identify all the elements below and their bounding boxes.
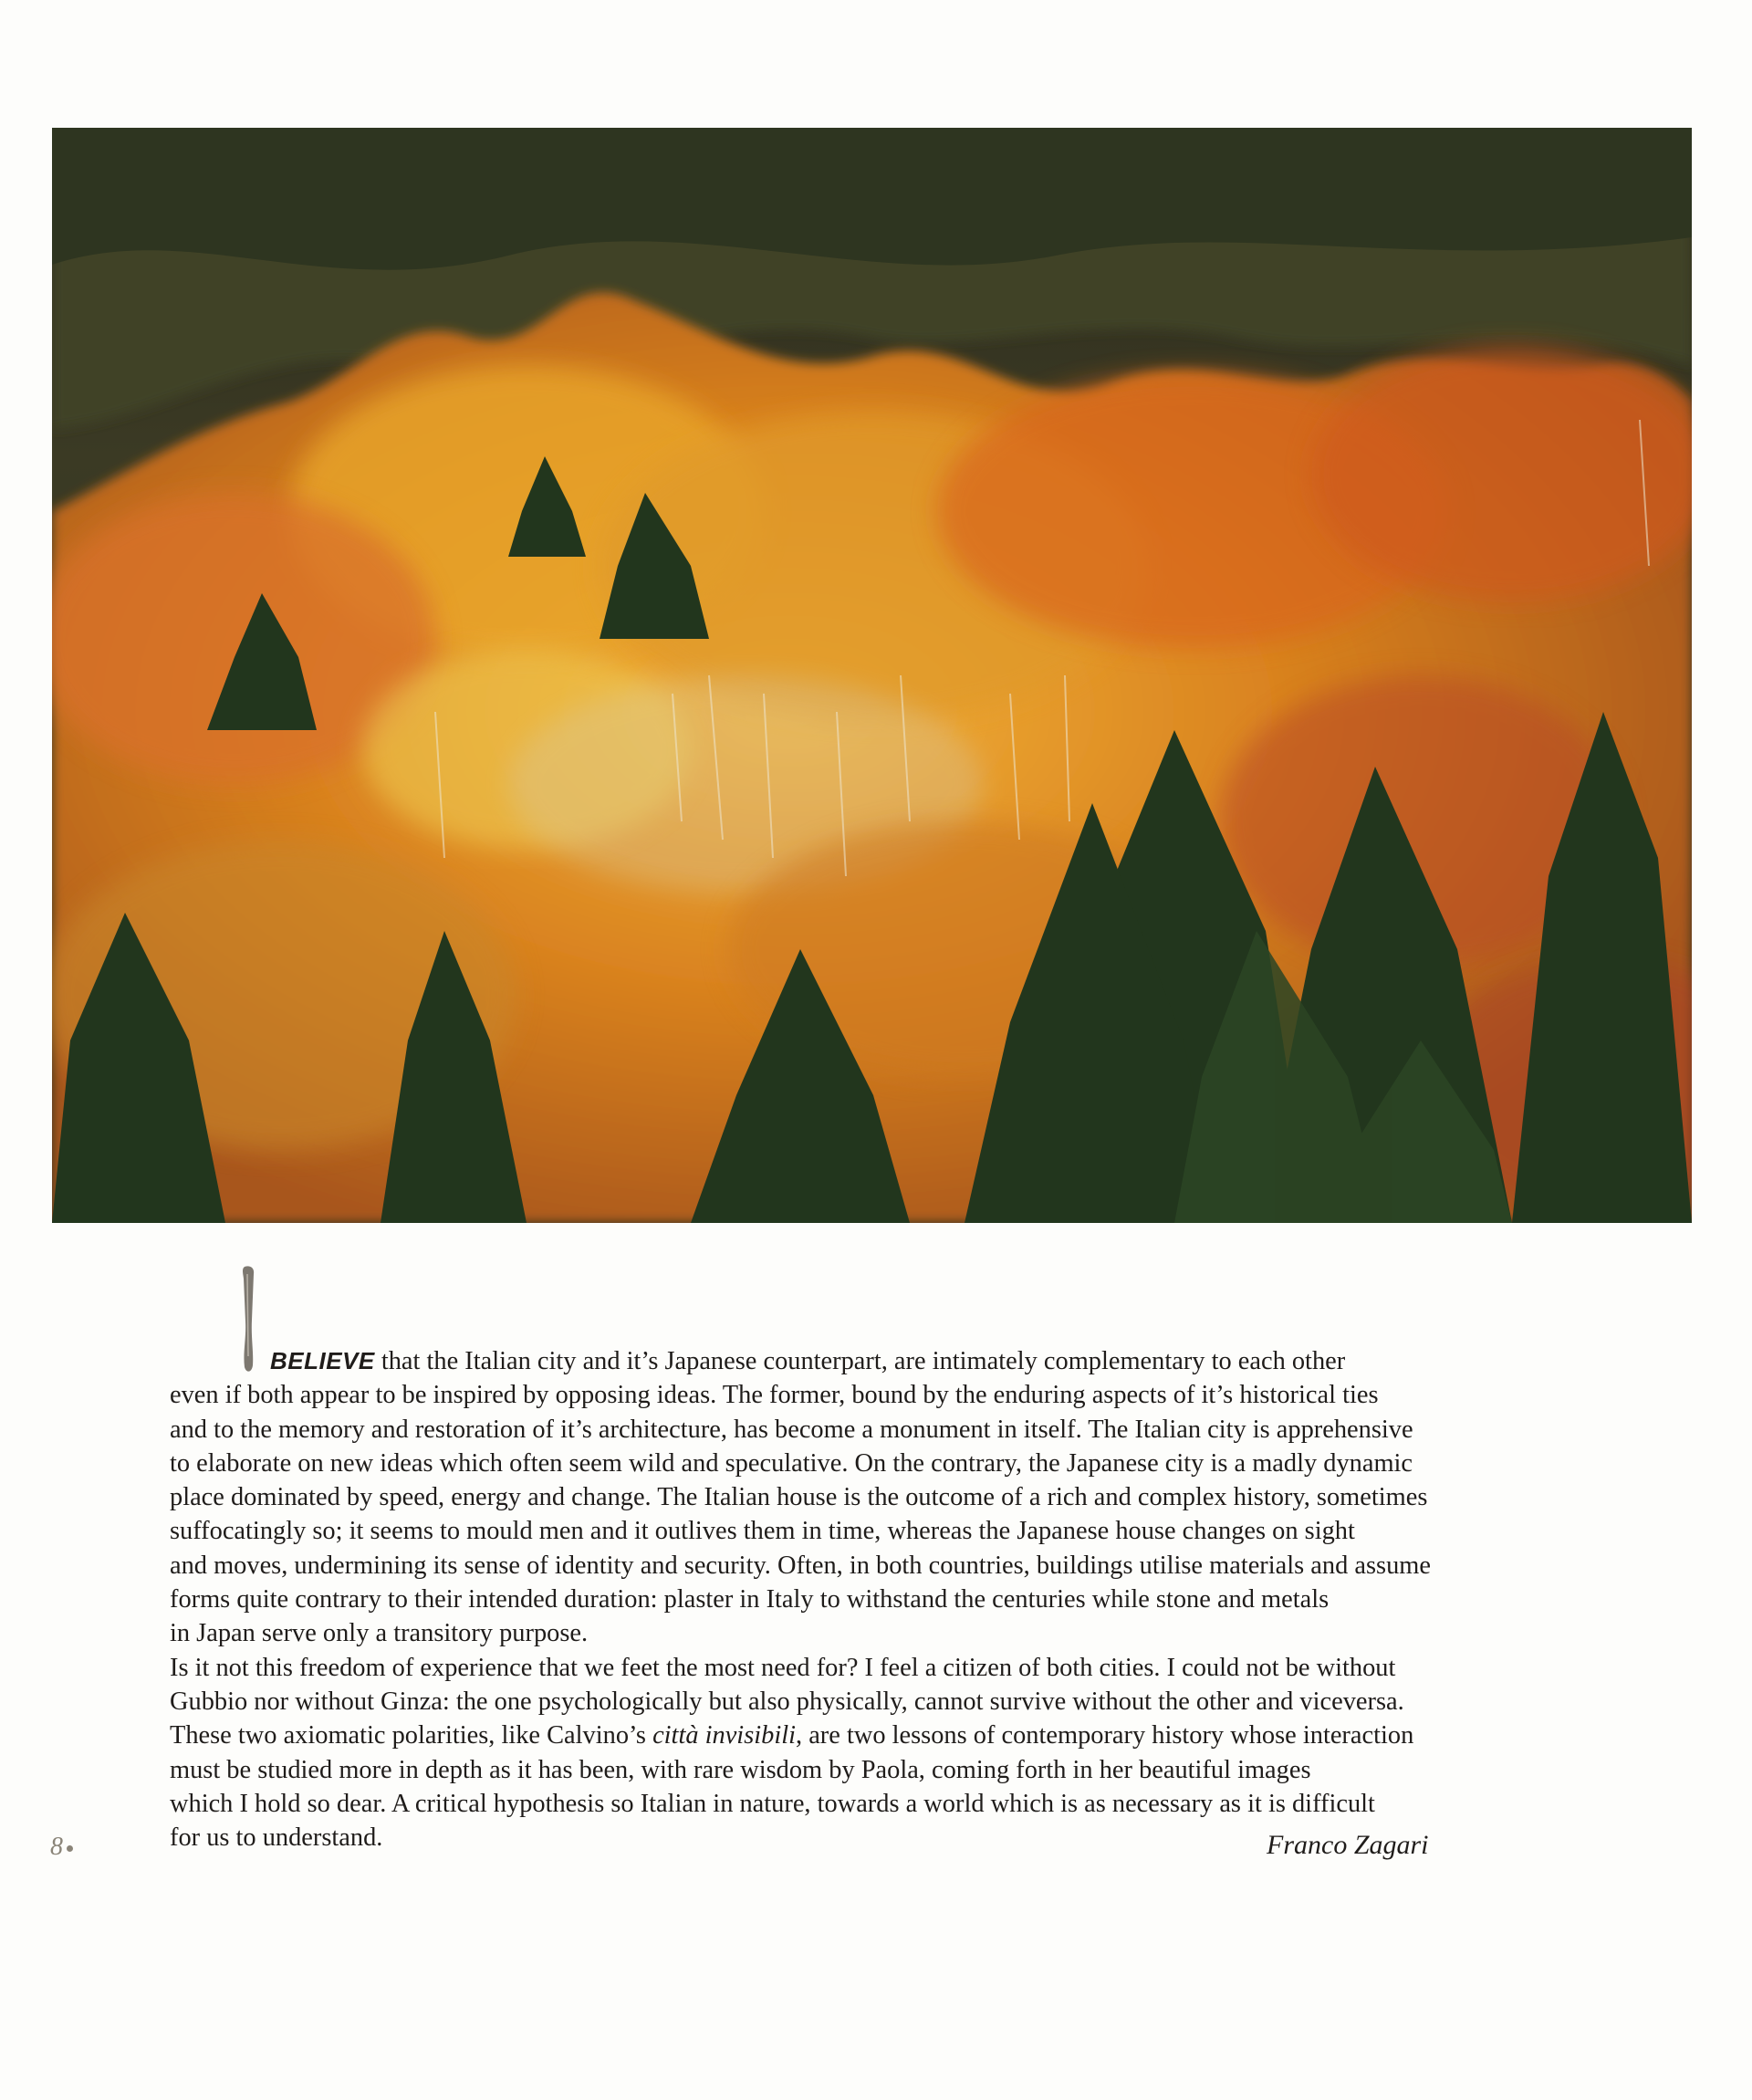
autumn-forest-photo bbox=[52, 128, 1692, 1223]
brush-dropcap-i bbox=[239, 1265, 259, 1374]
essay-line-10: Is it not this freedom of experience that we feet the most need for? I feel a citizen of both cities. I could not be without bbox=[170, 1653, 1396, 1682]
book-title: città invisibili bbox=[652, 1721, 796, 1750]
forest-image bbox=[52, 128, 1692, 1223]
essay-line-1: BELIEVE that the Italian city and it’s Japanese counterpart, are intimately complementary to each other bbox=[270, 1347, 1346, 1375]
essay-line-7: and moves, undermining its sense of identity and security. Often, in both countries, buildings utilise materials and assume bbox=[170, 1551, 1431, 1580]
lead-word: BELIEVE bbox=[270, 1347, 375, 1374]
essay-line-4: to elaborate on new ideas which often seem wild and speculative. On the contrary, the Japanese city is a madly dynamic bbox=[170, 1448, 1413, 1478]
essay-line-5: place dominated by speed, energy and change. The Italian house is the outcome of a rich and complex history, sometimes bbox=[170, 1483, 1428, 1512]
essay-line-12: These two axiomatic polarities, like Calvino’s città invisibili, are two lessons of contemporary history whose interaction bbox=[170, 1721, 1414, 1750]
essay-line-9: in Japan serve only a transitory purpose. bbox=[170, 1619, 589, 1648]
author-signature: Franco Zagari bbox=[1267, 1830, 1429, 1860]
essay-line-11: Gubbio nor without Ginza: the one psychologically but also physically, cannot survive without the other and viceversa. bbox=[170, 1687, 1404, 1716]
essay-line-15: for us to understand. bbox=[170, 1823, 383, 1853]
essay-text-block bbox=[170, 1259, 1611, 1854]
page-number: 8 bbox=[50, 1833, 73, 1862]
essay-line-6: suffocatingly so; it seems to mould men and it outlives them in time, whereas the Japanese house changes on sight bbox=[170, 1517, 1355, 1546]
essay-body bbox=[170, 1259, 1611, 1854]
essay-line-3: and to the memory and restoration of it’s architecture, has become a monument in itself. The Italian city is apprehensive bbox=[170, 1415, 1413, 1444]
essay-line-14: which I hold so dear. A critical hypothesis so Italian in nature, towards a world which is as necessary as it is difficult bbox=[170, 1789, 1375, 1818]
essay-line-13: must be studied more in depth as it has been, with rare wisdom by Paola, coming forth in her beautiful images bbox=[170, 1755, 1311, 1784]
bullet-icon bbox=[67, 1845, 73, 1852]
essay-line-8: forms quite contrary to their intended duration: plaster in Italy to withstand the centuries while stone and metals bbox=[170, 1585, 1330, 1614]
essay-line-2: even if both appear to be inspired by opposing ideas. The former, bound by the enduring aspects of it’s historical ties bbox=[170, 1381, 1379, 1410]
